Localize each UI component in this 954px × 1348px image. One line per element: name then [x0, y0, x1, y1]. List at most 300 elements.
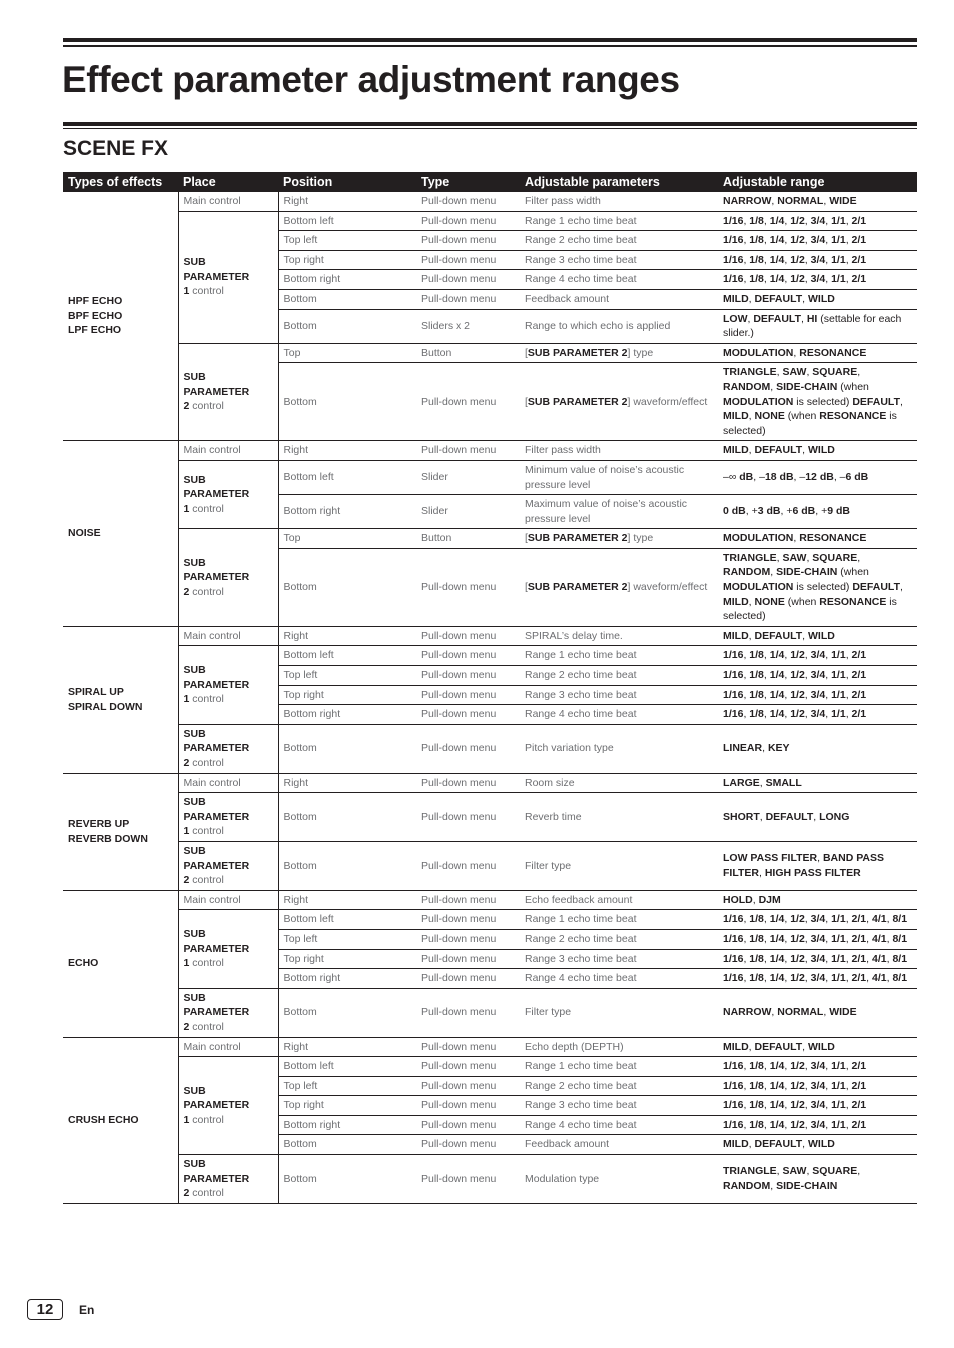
- table-row: [63, 910, 917, 930]
- bold-value: 1/8: [749, 1099, 764, 1112]
- text-fragment: ,: [748, 1040, 755, 1053]
- bold-value: MODULATION: [723, 346, 794, 359]
- text-fragment: ,: [763, 688, 770, 701]
- bold-value: 1/8: [749, 234, 764, 247]
- text-fragment: ,: [763, 234, 770, 247]
- control-label: control: [189, 1187, 224, 1200]
- bold-value: BAND PASS FILTER: [723, 852, 885, 879]
- bold-value: 1/16: [723, 273, 744, 286]
- bold-value: 1/8: [749, 708, 764, 721]
- control-label: control: [189, 285, 224, 298]
- text-fragment: ,: [743, 649, 750, 662]
- text-fragment: [: [525, 581, 528, 594]
- bold-value: 1/8: [749, 669, 764, 682]
- bold-value: LONG: [819, 810, 850, 823]
- header-adjustable-range: Adjustable range: [718, 172, 917, 192]
- sub-parameter-label: SUB PARAMETER: [183, 664, 250, 691]
- text-fragment: ,: [747, 312, 754, 325]
- range-cell: [718, 773, 917, 793]
- bold-value: RESONANCE: [799, 532, 867, 545]
- parameter-cell: [520, 685, 718, 705]
- bold-value: SIDE-CHAIN: [776, 566, 838, 579]
- text-fragment: ,: [743, 253, 750, 266]
- text-fragment: ,: [804, 1079, 811, 1092]
- bold-value: 1/2: [790, 1060, 805, 1073]
- bold-value: SAW: [782, 366, 807, 379]
- bold-value: 1/16: [723, 214, 744, 227]
- text-fragment: ,: [804, 669, 811, 682]
- text-fragment: ,: [845, 273, 852, 286]
- position-cell: Bottom: [278, 1155, 416, 1204]
- bold-value: WILD: [808, 292, 835, 305]
- bold-value: 1/2: [790, 932, 805, 945]
- text-fragment: ,: [748, 595, 755, 608]
- text-fragment: ,: [758, 866, 765, 879]
- position-cell: Bottom: [278, 363, 416, 441]
- bold-value: SQUARE: [812, 366, 858, 379]
- bold-value: WILD: [808, 1138, 835, 1151]
- parameter-cell: [520, 309, 718, 343]
- bold-value: NORMAL: [777, 195, 824, 207]
- position-cell: Right: [278, 1037, 416, 1057]
- bold-value: 1/1: [831, 649, 846, 662]
- sub-parameter-label: SUB PARAMETER: [183, 473, 250, 501]
- place-cell: [178, 910, 278, 988]
- page-title: Effect parameter adjustment ranges: [62, 59, 680, 100]
- range-cell: [718, 250, 917, 270]
- text-fragment: ,: [886, 952, 893, 965]
- control-label: control: [189, 502, 224, 515]
- bold-value: 2/1: [851, 1079, 867, 1092]
- type-cell: Pull-down menu: [416, 666, 520, 686]
- sub-parameter-number: 2: [183, 400, 190, 413]
- type-cell: Pull-down menu: [416, 363, 520, 441]
- text-fragment: ,: [825, 1099, 832, 1112]
- type-cell: Sliders x 2: [416, 309, 520, 343]
- bold-value: 4/1: [872, 913, 887, 926]
- place-cell: [178, 724, 278, 773]
- text-fragment: ,: [763, 1060, 770, 1073]
- parameter-cell: [520, 969, 718, 989]
- position-cell: Bottom left: [278, 211, 416, 231]
- range-cell: [718, 363, 917, 441]
- bold-value: DJM: [758, 893, 781, 906]
- place-cell: [178, 529, 278, 627]
- bold-value: 1/16: [723, 669, 744, 682]
- text-fragment: ,: [806, 1165, 813, 1178]
- text-fragment: ,: [804, 708, 811, 721]
- text-fragment: ,: [804, 273, 811, 286]
- bold-value: DEFAULT: [754, 292, 803, 305]
- bold-value: 1/16: [723, 253, 744, 266]
- place-cell: [178, 773, 278, 793]
- bold-value: TRIANGLE: [723, 1165, 777, 1178]
- bold-value: 1/2: [790, 214, 805, 227]
- title-rule-thin: [63, 128, 917, 129]
- text-fragment: , –: [753, 471, 765, 484]
- text-fragment: ,: [759, 776, 766, 789]
- text-fragment: ,: [886, 932, 893, 945]
- range-cell: [718, 626, 917, 646]
- control-label: control: [189, 400, 224, 413]
- type-cell: Pull-down menu: [416, 289, 520, 309]
- bold-value: RANDOM: [723, 1179, 771, 1192]
- bold-value: 1/8: [749, 932, 764, 945]
- text-fragment: ,: [825, 649, 832, 662]
- text-fragment: ,: [804, 253, 811, 266]
- sub-parameter-number: 1: [183, 825, 190, 838]
- bold-value: MODULATION: [723, 395, 794, 408]
- text-fragment: Range 2 echo time beat: [525, 932, 637, 945]
- position-cell: Top right: [278, 949, 416, 969]
- effect-name: REVERB DOWN: [68, 832, 148, 845]
- effect-name: BPF ECHO: [68, 309, 123, 322]
- bold-value: 1/2: [790, 1079, 805, 1092]
- text-fragment: ,: [784, 1099, 791, 1112]
- bold-value: 1/4: [769, 273, 785, 286]
- table-row: [63, 460, 917, 494]
- table-row: [63, 724, 917, 773]
- type-cell: Pull-down menu: [416, 192, 520, 211]
- text-fragment: ,: [743, 273, 750, 286]
- position-cell: Bottom: [278, 988, 416, 1037]
- bold-value: 3/4: [810, 932, 826, 945]
- range-cell: [718, 724, 917, 773]
- sub-parameter-label: SUB PARAMETER: [183, 1158, 250, 1185]
- sub-parameter-label: SUB PARAMETER: [183, 796, 250, 823]
- text-fragment: ,: [845, 1099, 852, 1112]
- top-rule-thick: [63, 38, 917, 42]
- text-fragment: SPIRAL’s delay time.: [525, 629, 623, 642]
- effect-type-cell: [63, 890, 178, 1037]
- bold-value: 2/1: [851, 972, 867, 985]
- bold-value: 1/4: [769, 1099, 785, 1112]
- sub-parameter-label: SUB PARAMETER: [183, 371, 250, 398]
- table-row: [63, 1057, 917, 1077]
- sub-parameter-number: 1: [183, 502, 190, 515]
- effect-name: CRUSH ECHO: [68, 1113, 139, 1126]
- bold-value: 1/1: [831, 669, 846, 682]
- parameter-cell: [520, 666, 718, 686]
- bold-value: 1/1: [831, 688, 846, 701]
- parameter-cell: [520, 441, 718, 461]
- position-cell: Bottom right: [278, 1115, 416, 1135]
- text-fragment: ,: [763, 214, 770, 227]
- range-cell: [718, 231, 917, 251]
- parameter-cell: [520, 250, 718, 270]
- text-fragment: ,: [845, 952, 852, 965]
- text-fragment: ,: [784, 253, 791, 266]
- bold-value: SIDE-CHAIN: [776, 1179, 838, 1192]
- range-cell: [718, 910, 917, 930]
- range-cell: [718, 460, 917, 494]
- bold-value: 4/1: [872, 952, 887, 965]
- range-cell: [718, 495, 917, 529]
- text-fragment: Minimum value of noise’s acoustic pressure level: [525, 463, 685, 491]
- parameter-cell: [520, 793, 718, 842]
- bold-value: 3/4: [810, 1079, 826, 1092]
- bold-value: 3/4: [810, 688, 826, 701]
- bold-value: 1/4: [769, 913, 785, 926]
- text-fragment: ,: [743, 688, 750, 701]
- table-row: [63, 988, 917, 1037]
- bold-value: 1/1: [831, 1079, 846, 1092]
- sub-parameter-number: 2: [183, 1020, 190, 1033]
- bold-value: TRIANGLE: [723, 366, 777, 379]
- bold-value: 1/8: [749, 1118, 764, 1131]
- parameter-cell: [520, 1115, 718, 1135]
- bold-value: 3 dB: [757, 505, 781, 518]
- text-fragment: , –: [793, 471, 806, 484]
- text-fragment: ,: [823, 195, 830, 207]
- bold-value: 1/16: [723, 234, 744, 247]
- text-fragment: ,: [784, 1060, 791, 1073]
- range-cell: [718, 969, 917, 989]
- text-fragment: Filter type: [525, 859, 572, 872]
- place-cell: [178, 988, 278, 1037]
- text-fragment: Modulation type: [525, 1172, 600, 1185]
- bold-value: SQUARE: [812, 551, 858, 564]
- position-cell: Bottom left: [278, 1057, 416, 1077]
- text-fragment: ,: [784, 273, 791, 286]
- bold-value: DEFAULT: [754, 1040, 803, 1053]
- bold-value: DEFAULT: [765, 810, 814, 823]
- text-fragment: ,: [784, 932, 791, 945]
- text-fragment: ,: [804, 234, 811, 247]
- bold-value: TRIANGLE: [723, 551, 777, 564]
- text-fragment: ,: [806, 551, 813, 564]
- range-cell: [718, 1135, 917, 1155]
- text-fragment: ,: [825, 1118, 832, 1131]
- bold-value: 3/4: [810, 649, 826, 662]
- bold-value: 3/4: [810, 708, 826, 721]
- text-fragment: Maximum value of noise’s acoustic pressure level: [525, 498, 688, 525]
- text-fragment: Echo feedback amount: [525, 893, 633, 906]
- effect-name: ECHO: [68, 957, 99, 970]
- text-fragment: ,: [825, 913, 832, 926]
- text-fragment: ,: [743, 952, 750, 965]
- text-fragment: ,: [763, 1079, 770, 1092]
- bold-value: RESONANCE: [799, 346, 867, 359]
- text-fragment: ,: [802, 629, 808, 642]
- text-fragment: ,: [845, 669, 852, 682]
- type-cell: Pull-down menu: [416, 890, 520, 910]
- bold-value: NORMAL: [777, 1006, 824, 1019]
- text-fragment: Filter type: [525, 1006, 572, 1019]
- bold-value: 1/16: [723, 1099, 744, 1112]
- bold-value: 2/1: [851, 1099, 867, 1112]
- text-fragment: ,: [743, 1099, 750, 1112]
- type-cell: Pull-down menu: [416, 1135, 520, 1155]
- control-label: Main control: [183, 776, 241, 789]
- range-cell: [718, 841, 917, 890]
- text-fragment: ,: [802, 444, 808, 457]
- text-fragment: ,: [770, 1179, 777, 1192]
- text-fragment: ] waveform/effect: [627, 395, 708, 408]
- bold-value: SMALL: [765, 776, 802, 789]
- position-cell: Bottom right: [278, 270, 416, 290]
- type-cell: Pull-down menu: [416, 231, 520, 251]
- place-cell: [178, 890, 278, 910]
- parameter-cell: [520, 363, 718, 441]
- range-cell: [718, 529, 917, 549]
- bold-value: 1/2: [790, 913, 805, 926]
- type-cell: Pull-down menu: [416, 441, 520, 461]
- position-cell: Right: [278, 773, 416, 793]
- bold-value: 2/1: [851, 234, 867, 247]
- text-fragment: ,: [784, 1118, 791, 1131]
- bold-value: 1/2: [790, 708, 805, 721]
- bold-value: MILD: [723, 410, 749, 423]
- type-cell: Pull-down menu: [416, 270, 520, 290]
- position-cell: Bottom: [278, 289, 416, 309]
- text-fragment: ,: [825, 234, 832, 247]
- text-fragment: ,: [804, 913, 811, 926]
- type-cell: Pull-down menu: [416, 929, 520, 949]
- bold-value: 1/8: [749, 214, 764, 227]
- text-fragment: , –: [833, 471, 846, 484]
- bold-value: 1/4: [769, 932, 785, 945]
- bold-value: 1/8: [749, 253, 764, 266]
- parameter-cell: [520, 1057, 718, 1077]
- table-row: [63, 343, 917, 363]
- bold-value: SUB PARAMETER 2: [527, 346, 628, 359]
- bold-value: 3/4: [810, 214, 826, 227]
- bold-value: 1/8: [749, 688, 764, 701]
- text-fragment: ,: [784, 669, 791, 682]
- table-row: [63, 646, 917, 666]
- parameter-cell: [520, 211, 718, 231]
- bold-value: 1/2: [790, 234, 805, 247]
- parameter-cell: [520, 988, 718, 1037]
- sub-parameter-number: 2: [183, 874, 190, 887]
- bold-value: 1/1: [831, 1118, 846, 1131]
- type-cell: Pull-down menu: [416, 793, 520, 842]
- range-cell: [718, 441, 917, 461]
- control-label: control: [189, 1113, 224, 1126]
- text-fragment: ,: [823, 1006, 830, 1019]
- type-cell: Pull-down menu: [416, 1115, 520, 1135]
- bold-value: 9 dB: [827, 505, 850, 518]
- bold-value: MILD: [723, 1138, 749, 1151]
- parameter-cell: [520, 1135, 718, 1155]
- text-fragment: ,: [763, 273, 770, 286]
- text-fragment: ,: [763, 669, 770, 682]
- bold-value: 2/1: [851, 669, 867, 682]
- type-cell: Pull-down menu: [416, 969, 520, 989]
- text-fragment: (when: [837, 566, 869, 579]
- text-fragment: ,: [763, 1099, 770, 1112]
- header-types-of-effects: Types of effects: [63, 172, 178, 192]
- bold-value: 1/1: [831, 214, 846, 227]
- parameter-cell: [520, 646, 718, 666]
- bold-value: SIDE-CHAIN: [776, 380, 838, 393]
- bold-value: RESONANCE: [819, 595, 887, 608]
- bold-value: 1/4: [769, 669, 785, 682]
- text-fragment: ,: [763, 253, 770, 266]
- text-fragment: ,: [886, 913, 893, 926]
- bold-value: 1/2: [790, 273, 805, 286]
- text-fragment: ,: [784, 1079, 791, 1092]
- text-fragment: ] waveform/effect: [627, 581, 708, 594]
- bold-value: WILD: [808, 1040, 835, 1053]
- bold-value: 1/4: [769, 253, 785, 266]
- text-fragment: ,: [845, 1079, 852, 1092]
- text-fragment: ,: [743, 913, 750, 926]
- effect-name: REVERB UP: [68, 818, 130, 831]
- place-cell: [178, 460, 278, 528]
- section-title: SCENE FX: [63, 137, 169, 160]
- table-row: [63, 529, 917, 549]
- text-fragment: ,: [776, 366, 783, 379]
- effect-name: NOISE: [68, 527, 101, 540]
- range-cell: [718, 289, 917, 309]
- text-fragment: ,: [845, 688, 852, 701]
- text-fragment: ,: [804, 1099, 811, 1112]
- text-fragment: ,: [793, 346, 800, 359]
- bold-value: 3/4: [810, 1099, 826, 1112]
- place-cell: [178, 841, 278, 890]
- type-cell: Pull-down menu: [416, 949, 520, 969]
- position-cell: Right: [278, 890, 416, 910]
- text-fragment: ,: [771, 195, 778, 207]
- position-cell: Bottom right: [278, 705, 416, 725]
- parameter-cell: [520, 841, 718, 890]
- parameter-cell: [520, 1037, 718, 1057]
- text-fragment: Range 4 echo time beat: [525, 708, 637, 721]
- text-fragment: ,: [866, 972, 872, 985]
- place-cell: [178, 1057, 278, 1155]
- text-fragment: ,: [784, 688, 791, 701]
- text-fragment: is selected): [793, 395, 853, 408]
- bold-value: 1/1: [831, 1060, 846, 1073]
- bold-value: MILD: [723, 595, 749, 608]
- text-fragment: Room size: [525, 776, 575, 789]
- text-fragment: ,: [748, 292, 755, 305]
- bold-value: 0 dB: [723, 505, 746, 518]
- text-fragment: ,: [776, 551, 783, 564]
- place-cell: [178, 626, 278, 646]
- bold-value: SAW: [782, 551, 807, 564]
- text-fragment: ,: [825, 273, 832, 286]
- range-cell: [718, 309, 917, 343]
- bold-value: 2/1: [851, 708, 867, 721]
- control-label: control: [189, 1020, 224, 1033]
- type-cell: Pull-down menu: [416, 988, 520, 1037]
- position-cell: Top: [278, 529, 416, 549]
- type-cell: Pull-down menu: [416, 1057, 520, 1077]
- text-fragment: ,: [886, 972, 893, 985]
- text-fragment: Range 1 echo time beat: [525, 1060, 637, 1073]
- text-fragment: ,: [784, 913, 791, 926]
- bold-value: SHORT: [723, 810, 760, 823]
- text-fragment: ,: [763, 913, 770, 926]
- text-fragment: ,: [845, 708, 852, 721]
- sub-parameter-number: 2: [183, 1187, 190, 1200]
- bold-value: 3/4: [810, 273, 826, 286]
- text-fragment: ,: [802, 292, 808, 305]
- bold-value: 4/1: [872, 932, 887, 945]
- header-position: Position: [278, 172, 416, 192]
- bold-value: 1/16: [723, 1079, 744, 1092]
- position-cell: Top left: [278, 666, 416, 686]
- sub-parameter-label: SUB PARAMETER: [183, 727, 250, 755]
- range-cell: [718, 192, 917, 211]
- bold-value: WIDE: [829, 1006, 857, 1019]
- text-fragment: ,: [784, 234, 791, 247]
- bold-value: 1/8: [749, 952, 764, 965]
- text-fragment: –∞: [723, 471, 740, 484]
